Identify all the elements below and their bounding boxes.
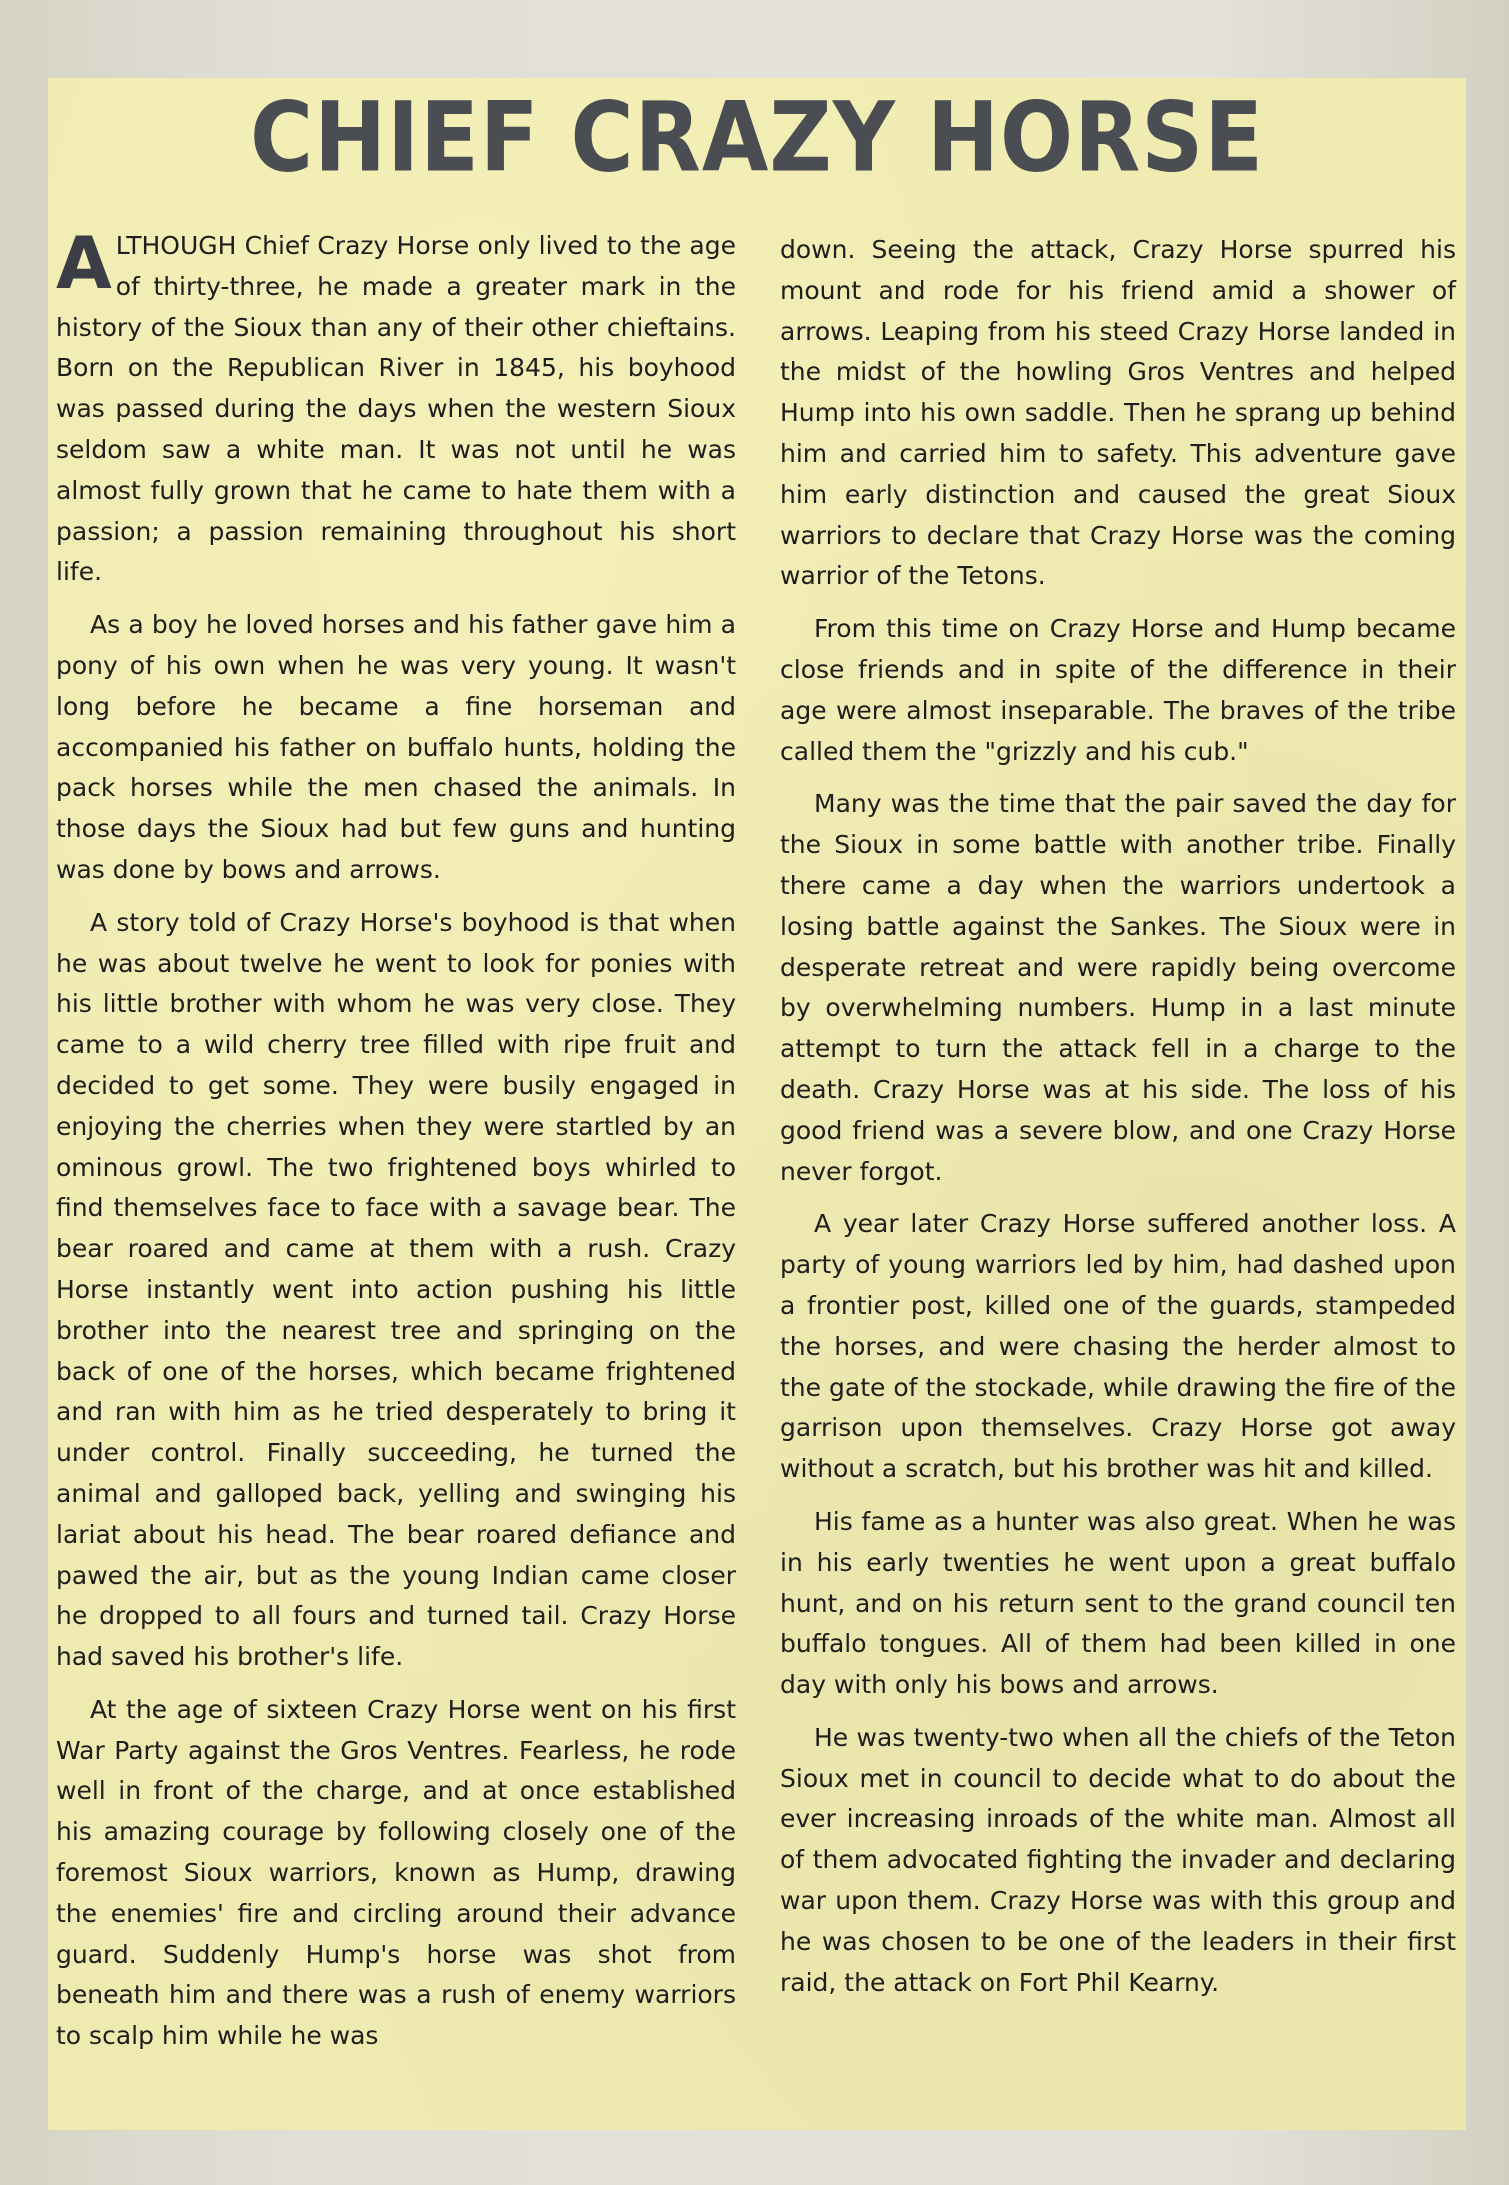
paragraph-4-continued: down. Seeing the attack, Crazy Horse spurred his mount and rode for his friend amid a shower of arrows. Leaping from his steed Crazy Horse landed in the midst of the howling Gros Ventres and helped Hump into his own saddle. Then he sprang up behind him and carried him to safety. This adventure gave him early distinction and caused the great Sioux warriors to declare that Crazy Horse was the coming warrior of the Tetons. bbox=[780, 235, 1456, 591]
article-panel bbox=[48, 78, 1466, 2130]
paragraph-3: A story told of Crazy Horse's boyhood is that when he was about twelve he went to look for ponies with his little brother with whom he was very close. They came to a wild cherry tree filled with ripe fruit and decided to get some. They were busily engaged in enjoying the cherries when they were startled by an ominous growl. The two frightened boys whirled to find themselves face to face with a savage bear. The bear roared and came at them with a rush. Crazy Horse instantly went into action pushing his little brother into the nearest tree and springing on the back of one of the horses, which became frightened and ran with him as he tried desperately to bring it under control. Finally succeeding, he turned the animal and galloped back, yelling and swinging his lariat about his head. The bear roared defiance and pawed the air, but as the young Indian came closer he dropped to all fours and turned tail. Crazy Horse had saved his brother's life. bbox=[56, 907, 736, 1672]
paragraph-4: At the age of sixteen Crazy Horse went on his first War Party against the Gros Ventres. Fearless, he rode well in front of the charge, and at once established his amazing courage by following closely one of the foremost Sioux warriors, known as Hump, drawing the enemies' fire and circling around their advance guard. Suddenly Hump's horse was shot from beneath him and there was a rush of enemy warriors to scalp him while he was bbox=[56, 1694, 736, 2051]
paragraph-5: From this time on Crazy Horse and Hump became close friends and in spite of the difference in their age were almost inseparable. The braves of the tribe called them the "grizzly and his cub." bbox=[780, 614, 1456, 766]
paragraph-2: As a boy he loved horses and his father gave him a pony of his own when he was very young. It wasn't long before he became a fine horseman and accompanied his father on buffalo hunts, holding the pack horses while the men chased the animals. In those days the Sioux had but few guns and hunting was done by bows and arrows. bbox=[56, 610, 736, 884]
paragraph-9: He was twenty-two when all the chiefs of the Teton Sioux met in council to decide what to do about the ever increasing inroads of the white man. Almost all of them advocated fighting the invader and declaring war upon them. Crazy Horse was with this group and he was chosen to be one of the leaders in their first raid, the attack on Fort Phil Kearny. bbox=[780, 1722, 1456, 1997]
paragraph-7: A year later Crazy Horse suffered another loss. A party of young warriors led by him, had dashed upon a frontier post, killed one of the guards, stampeded the horses, and were chasing the herder almost to the gate of the stockade, while drawing the fire of the garrison upon themselves. Crazy Horse got away without a scratch, but his brother was hit and killed. bbox=[780, 1209, 1456, 1484]
article-title: CHIEF CRAZY HORSE bbox=[250, 82, 1264, 194]
right-column bbox=[780, 230, 1456, 2015]
paragraph-1 bbox=[56, 221, 736, 593]
paragraph-8: His fame as a hunter was also great. When he was in his early twenties he went upon a great buffalo hunt, and on his return sent to the grand council ten buffalo tongues. All of them had been killed in one day with only his bows and arrows. bbox=[780, 1506, 1456, 1700]
paragraph-1-text: LTHOUGH Chief Crazy Horse only lived to the age of thirty-three, he made a greater mark in the history of the Sioux than any of their other chieftains. Born on the Republican River in 1845, his boyhood was passed during the days when the western Sioux seldom saw a white man. It was not until he was almost fully grown that he came to hate them with a passion; a passion remaining throughout his short life. bbox=[56, 231, 736, 587]
paragraph-6: Many was the time that the pair saved the day for the Sioux in some battle with another tribe. Finally there came a day when the warriors undertook a losing battle against the Sankes. The Sioux were in desperate retreat and were rapidly being overcome by overwhelming numbers. Hump in a last minute attempt to turn the attack fell in a charge to the death. Crazy Horse was at his side. The loss of his good friend was a severe blow, and one Crazy Horse never forgot. bbox=[780, 789, 1456, 1186]
drop-cap: A bbox=[56, 221, 112, 305]
left-column bbox=[56, 221, 736, 2069]
